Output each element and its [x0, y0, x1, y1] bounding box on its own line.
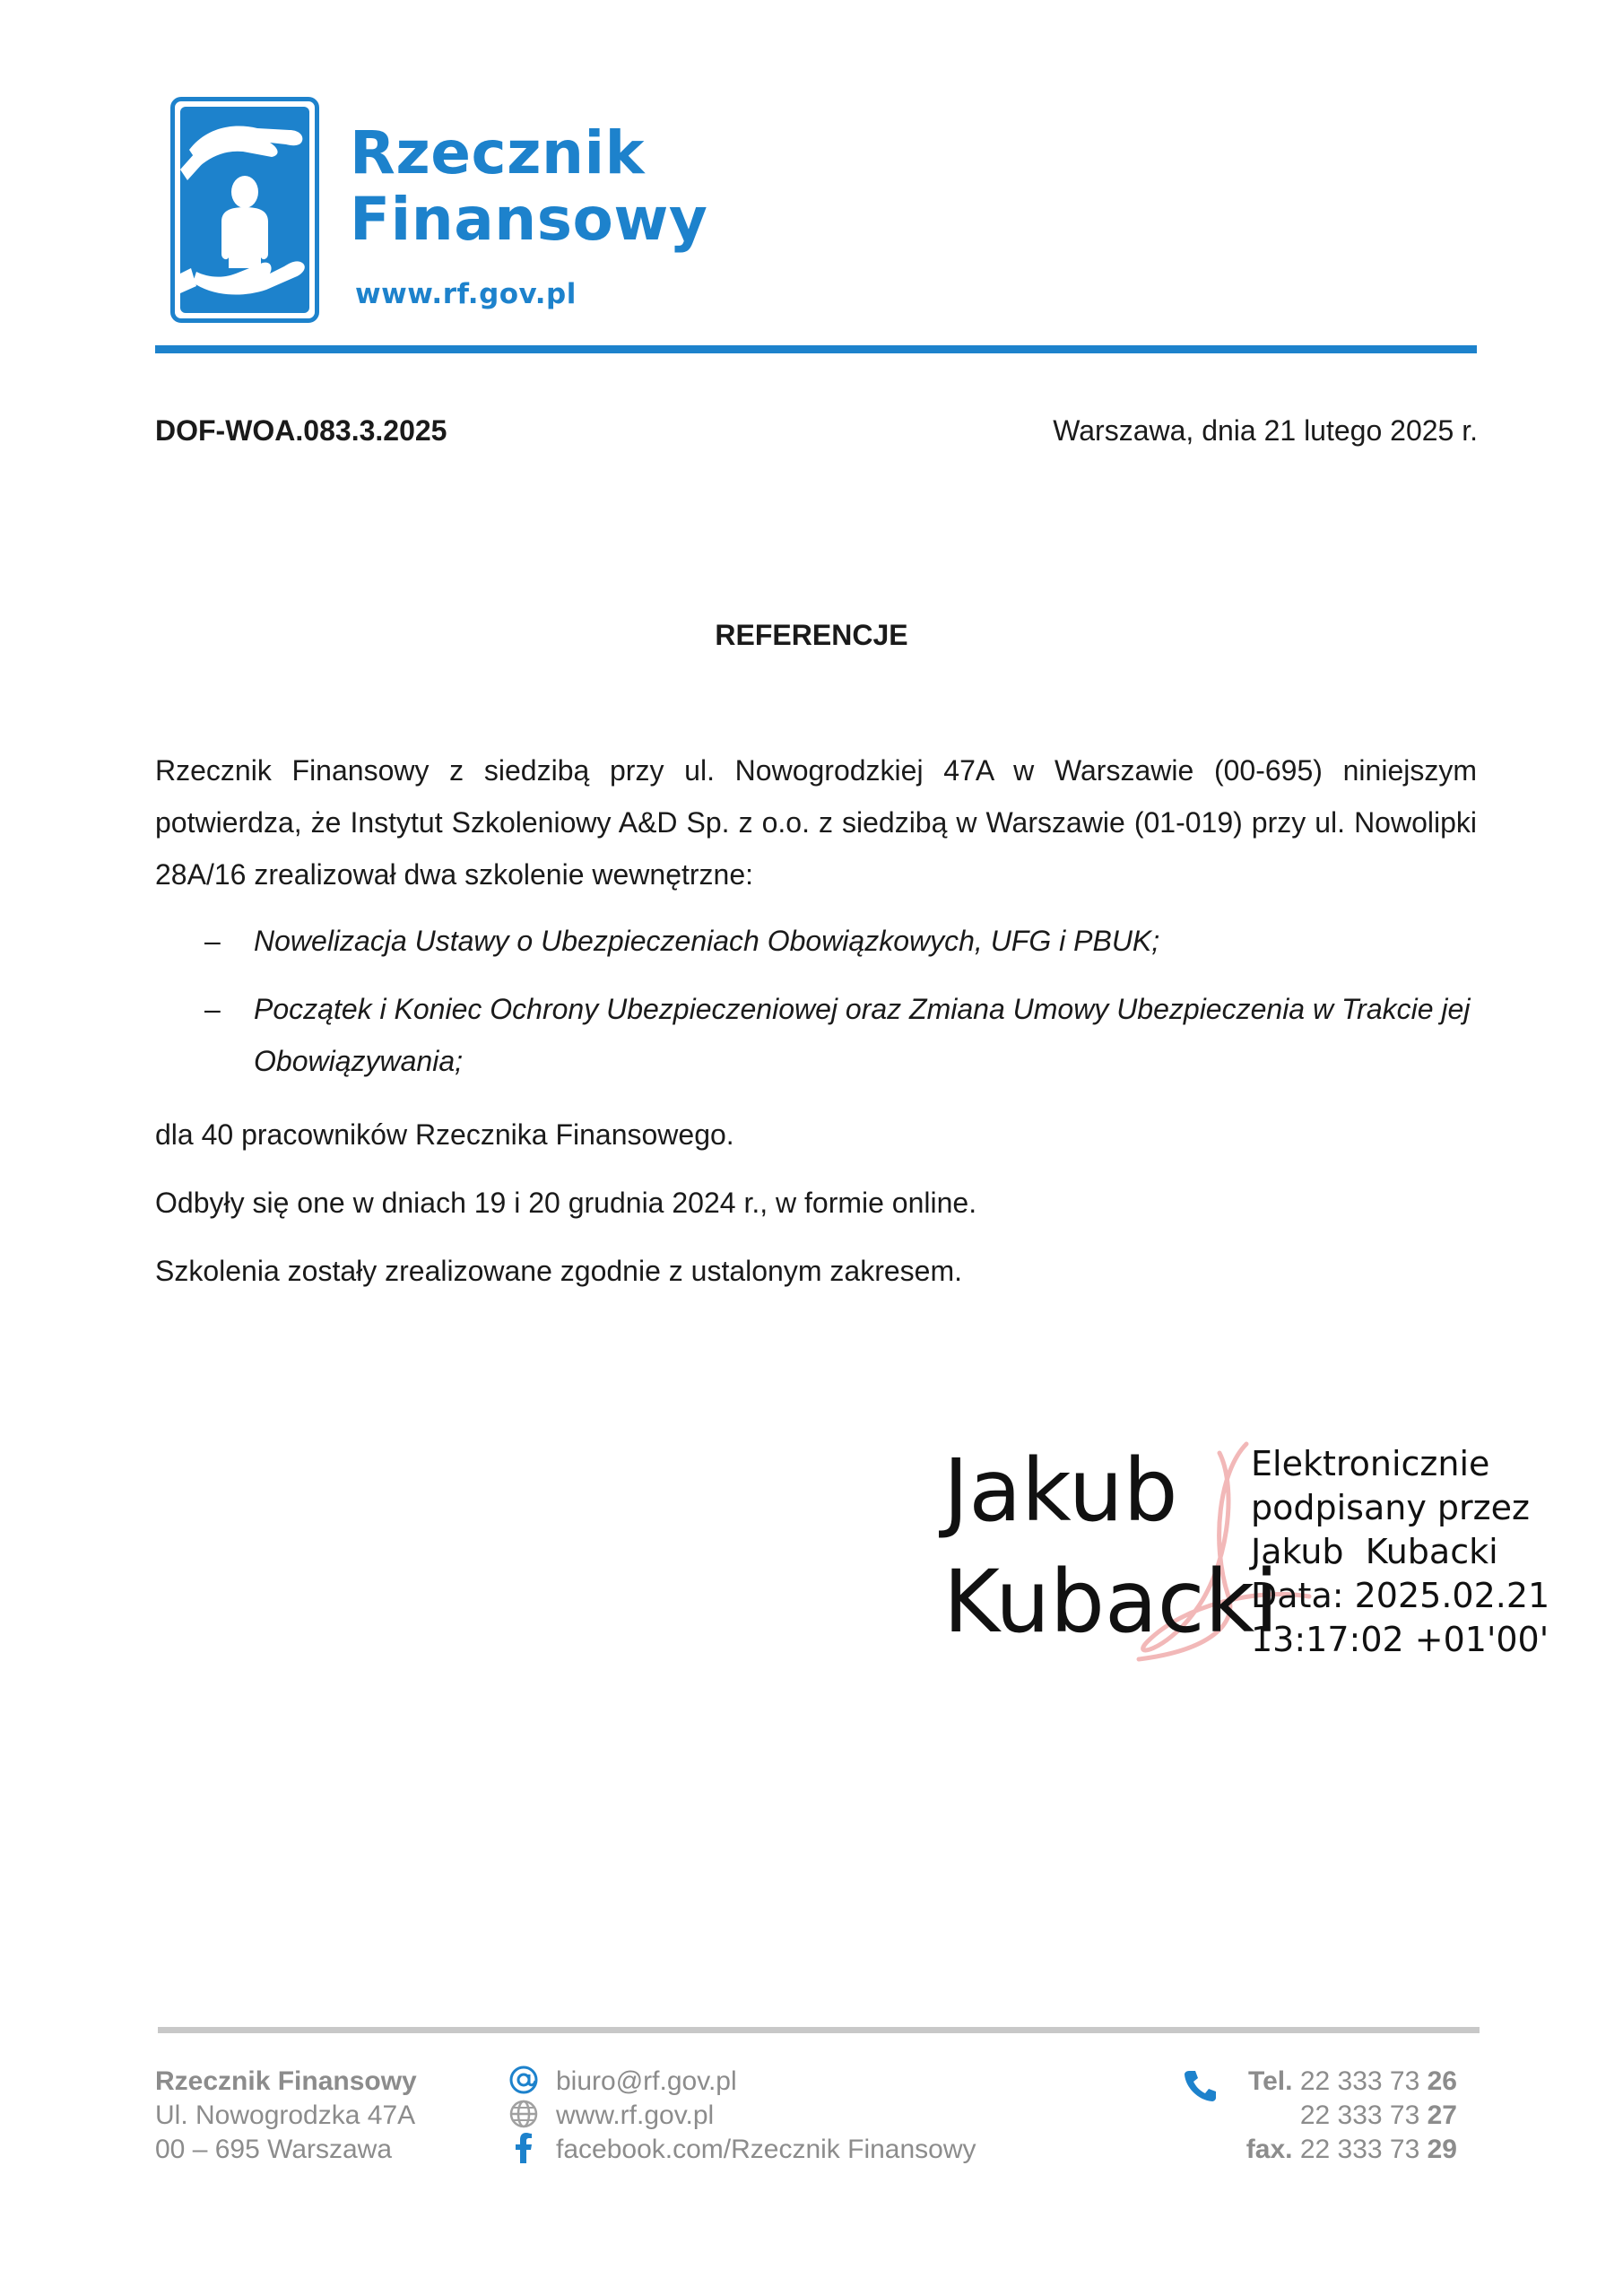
- header-divider: [155, 345, 1477, 353]
- tel-label: Tel.: [1248, 2066, 1293, 2096]
- participants-line: dla 40 pracowników Rzecznika Finansowego.: [155, 1118, 734, 1151]
- training-list: [155, 915, 1477, 1087]
- fax-prefix: 22 333 73: [1299, 2135, 1420, 2164]
- at-icon: [508, 2064, 540, 2096]
- facebook-icon: [514, 2133, 534, 2163]
- logo-title-line1: Rzecznik: [350, 118, 646, 187]
- tel2-prefix: 22 333 73: [1299, 2100, 1420, 2130]
- signature-meta-line: Elektronicznie: [1251, 1444, 1490, 1483]
- signature-meta-line: Data: 2025.02.21: [1251, 1576, 1550, 1615]
- tel1-suffix: 26: [1427, 2066, 1457, 2096]
- fax-suffix: 29: [1427, 2135, 1457, 2164]
- footer-fax: [1246, 2133, 1457, 2167]
- logo-title-line2: Finansowy: [350, 185, 708, 254]
- footer-address: [155, 2065, 417, 2167]
- signature-name-line2: Kubacki: [943, 1552, 1279, 1652]
- signature-meta-line: Jakub Kubacki: [1251, 1532, 1498, 1571]
- list-item: [155, 915, 1477, 967]
- bullet-dash: –: [204, 925, 221, 957]
- logo-title: [350, 120, 707, 253]
- footer-tel2: [1246, 2099, 1457, 2133]
- footer-phones: [1246, 2065, 1457, 2167]
- signature-name: [943, 1435, 1279, 1657]
- signature-meta-line: 13:17:02 +01'00': [1251, 1620, 1549, 1659]
- footer-org-name: Rzecznik Finansowy: [155, 2066, 417, 2096]
- place-date: Warszawa, dnia 21 lutego 2025 r.: [1053, 414, 1478, 447]
- footer-facebook[interactable]: facebook.com/Rzecznik Finansowy: [556, 2135, 976, 2164]
- footer-website[interactable]: www.rf.gov.pl: [556, 2100, 715, 2130]
- footer-tel1: [1246, 2065, 1457, 2099]
- signature-metadata: [1251, 1442, 1549, 1662]
- bullet-dash: –: [204, 993, 221, 1025]
- hands-protecting-person-icon: [180, 107, 309, 313]
- document-title: REFERENCJE: [715, 619, 908, 651]
- phone-icon: [1182, 2067, 1218, 2103]
- fax-label: fax.: [1245, 2135, 1293, 2164]
- signature-name-line1: Jakub: [943, 1440, 1178, 1541]
- footer-contact-icons: [504, 2063, 543, 2165]
- intro-paragraph: Rzecznik Finansowy z siedzibą przy ul. Nowogrodzkiej 47A w Warszawie (00-695) niniejszym potwierdza, że Instytut Szkoleniowy A&D Sp. z o.o. z siedzibą w Warszawie (01-019) przy ul. Nowolipki 28A/16 zrealizował dwa szkolenie wewnętrzne:: [155, 754, 1477, 891]
- list-item: [155, 983, 1477, 1087]
- logo-url: www.rf.gov.pl: [355, 278, 577, 310]
- tel1-prefix: 22 333 73: [1299, 2066, 1420, 2096]
- training-title: Początek i Koniec Ochrony Ubezpieczeniowej oraz Zmiana Umowy Ubezpieczenia w Trakcie jej Obowiązywania;: [254, 993, 1471, 1077]
- reference-number: DOF-WOA.083.3.2025: [155, 414, 447, 447]
- tel2-suffix: 27: [1427, 2100, 1457, 2130]
- training-title: Nowelizacja Ustawy o Ubezpieczeniach Obowiązkowych, UFG i PBUK;: [254, 925, 1160, 957]
- footer-divider: [158, 2027, 1480, 2033]
- signature-meta-line: podpisany przez: [1251, 1488, 1530, 1527]
- footer-address-line2: 00 – 695 Warszawa: [155, 2135, 393, 2164]
- logo-emblem: [170, 97, 319, 323]
- footer-email[interactable]: biuro@rf.gov.pl: [556, 2066, 737, 2096]
- footer-contact: [556, 2065, 976, 2167]
- scope-line: Szkolenia zostały zrealizowane zgodnie z ustalonym zakresem.: [155, 1255, 962, 1287]
- dates-line: Odbyły się one w dniach 19 i 20 grudnia 2024 r., w formie online.: [155, 1187, 977, 1219]
- footer-address-line1: Ul. Nowogrodzka 47A: [155, 2100, 416, 2130]
- globe-icon: [508, 2099, 539, 2129]
